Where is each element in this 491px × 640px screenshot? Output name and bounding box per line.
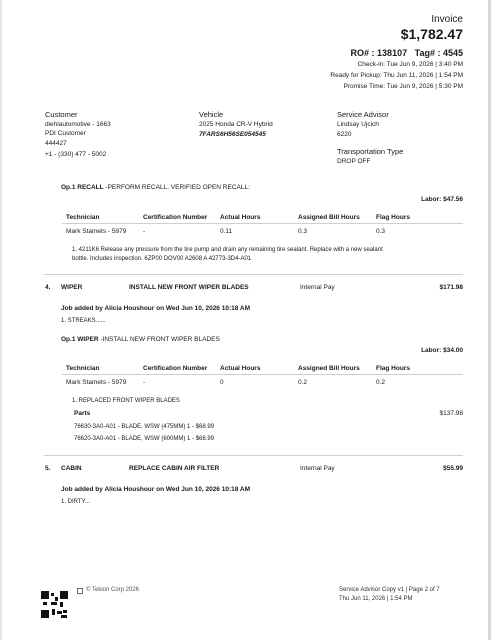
- recall-th-actual: Actual Hours: [220, 214, 261, 221]
- job4-labor: Labor: $34.00: [421, 347, 463, 354]
- customer-line2: PDI Customer: [45, 130, 86, 137]
- transport-value: DROP OFF: [337, 158, 371, 165]
- job4-part-1: 76630-3A0-A01 - BLADE, WSW (475MM) 1 - $68.99: [74, 424, 215, 430]
- ro-number: 138107: [377, 48, 408, 58]
- recall-th-flag: Flag Hours: [376, 214, 410, 221]
- doc-type: Invoice: [431, 14, 463, 25]
- customer-phone: +1 - (330) 477 - 5002: [45, 151, 107, 158]
- job4-complaint: 1. STREAKS......: [61, 318, 106, 324]
- job5-amount: $55.99: [443, 465, 463, 472]
- job4-added-by: Job added by Alicia Houshour on Wed Jun 10, 2026 10:18 AM: [61, 305, 251, 312]
- recall-cell-assigned: 0.3: [298, 228, 308, 235]
- job4-th-actual: Actual Hours: [220, 365, 261, 372]
- job4-table-rule: [62, 374, 463, 375]
- page-left-edge: [0, 0, 2, 640]
- advisor-name: Lindsay Ujcich: [337, 121, 379, 128]
- checkin-time: Check-in: Tue Jun 9, 2026 | 3:40 PM: [357, 61, 463, 68]
- recall-op-desc: -PERFORM RECALL. VERIFIED OPEN RECALL:: [103, 184, 250, 191]
- advisor-heading: Service Advisor: [337, 110, 389, 119]
- footer-copyright: © Tekion Corp 2026: [86, 587, 140, 593]
- job4-th-flag: Flag Hours: [376, 365, 410, 372]
- recall-cell-tech: Mark Stamets - 5979: [66, 228, 127, 235]
- tekion-logo-icon: [77, 588, 83, 594]
- recall-cell-cert: -: [143, 228, 146, 235]
- invoice-total: $1,782.47: [400, 26, 463, 42]
- job4-cell-tech: Mark Stamets - 5979: [66, 379, 127, 386]
- job4-amount: $171.98: [439, 284, 463, 291]
- customer-line3: 444427: [45, 140, 67, 147]
- job4-parts-total: $137.98: [439, 410, 463, 417]
- job4-code: WIPER: [61, 284, 83, 291]
- recall-th-cert: Certification Number: [143, 214, 208, 221]
- recall-cell-actual: 0.11: [220, 228, 233, 235]
- recall-note-line1: 1. 4211K6 Release any pressure from the tire pump and drain any remaining tire sealant. Replace with a new sealant: [72, 247, 383, 253]
- job4-cell-actual: 0: [220, 379, 224, 386]
- tag-label: Tag# :: [414, 48, 441, 58]
- recall-th-technician: Technician: [66, 214, 100, 221]
- recall-table-rule: [62, 223, 463, 224]
- recall-labor: Labor: $47.56: [421, 196, 463, 203]
- transport-heading: Transportation Type: [337, 147, 404, 156]
- ro-tag-line: [351, 48, 463, 58]
- job4-th-assigned: Assigned Bill Hours: [298, 365, 360, 372]
- job4-cell-cert: -: [143, 379, 146, 386]
- job5-added-by: Job added by Alicia Houshour on Wed Jun 10, 2026 10:18 AM: [61, 486, 251, 493]
- job4-op-code: Op.1 WIPER: [61, 336, 99, 343]
- job4-op-desc: -INSTALL NEW FRONT WIPER BLADES: [98, 336, 220, 343]
- section-rule-1: [44, 274, 463, 275]
- job4-th-cert: Certification Number: [143, 365, 208, 372]
- recall-op-title: [61, 184, 250, 191]
- job4-correction: 1. REPLACED FRONT WIPER BLADES: [72, 398, 180, 404]
- job4-parts-heading: Parts: [74, 410, 91, 417]
- job5-code: CABIN: [61, 465, 82, 472]
- job4-op-title: [61, 336, 220, 343]
- advisor-id: 6220: [337, 131, 352, 138]
- recall-op-code: Op.1 RECALL: [61, 184, 104, 191]
- job5-pay-type: Internal Pay: [300, 465, 335, 472]
- footer-copy-info: Service Advisor Copy v1 | Page 2 of 7: [339, 587, 440, 593]
- job5-description: REPLACE CABIN AIR FILTER: [129, 465, 220, 472]
- section-rule-2: [44, 455, 463, 456]
- recall-note-line2: bottle. Includes inspection. 6ZP00 DOV00 A2608 A 42773-3D4-A01: [72, 256, 252, 262]
- promise-time: Promise Time: Tue Jun 9, 2026 | 5:30 PM: [343, 83, 463, 90]
- job5-number: 5.: [45, 465, 51, 472]
- job4-th-technician: Technician: [66, 365, 100, 372]
- job4-number: 4.: [45, 284, 51, 291]
- customer-line1: diehlautomotive - 1663: [45, 121, 111, 128]
- qr-code-icon: [41, 591, 68, 618]
- job4-part-2: 76620-3A0-A01 - BLADE, WSW (600MM) 1 - $68.99: [74, 436, 215, 442]
- footer-printed: Thu Jun 11, 2026 | 1:54 PM: [339, 596, 413, 602]
- job4-cell-flag: 0.2: [376, 379, 386, 386]
- vehicle-vin: 7FARS6H56SE054545: [199, 131, 266, 138]
- ready-time: Ready for Pickup: Thu Jun 11, 2026 | 1:54 PM: [330, 72, 463, 79]
- job5-complaint: 1. DIRTY...: [61, 499, 90, 505]
- recall-th-assigned: Assigned Bill Hours: [298, 214, 360, 221]
- job4-pay-type: Internal Pay: [300, 284, 335, 291]
- vehicle-model: 2025 Honda CR-V Hybrid: [199, 121, 273, 128]
- job4-description: INSTALL NEW FRONT WIPER BLADES: [129, 284, 249, 291]
- vehicle-heading: Vehicle: [199, 110, 224, 119]
- customer-heading: Customer: [45, 110, 78, 119]
- recall-cell-flag: 0.3: [376, 228, 386, 235]
- tag-number: 4545: [442, 48, 463, 58]
- ro-label: RO# :: [350, 48, 375, 58]
- job4-cell-assigned: 0.2: [298, 379, 308, 386]
